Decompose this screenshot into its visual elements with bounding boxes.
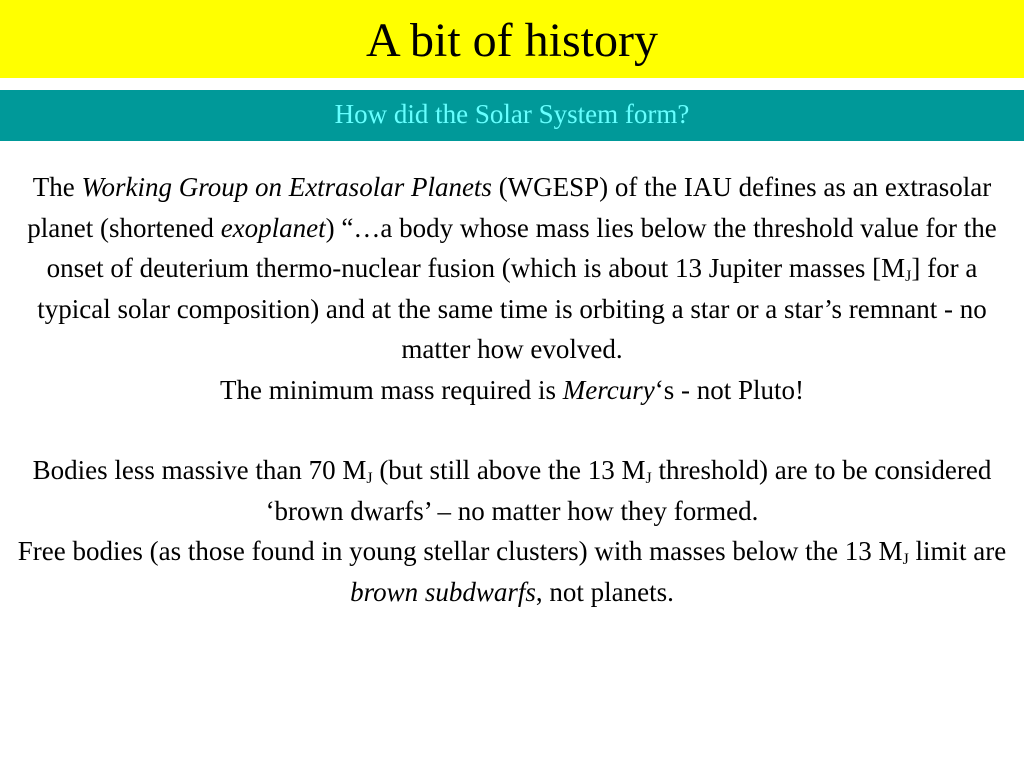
p4-text-3: , not planets. <box>535 576 674 607</box>
p1-text-1: The <box>32 172 82 202</box>
p3-text-1: Bodies less massive than 70 M <box>32 455 367 485</box>
slide-subtitle: How did the Solar System form? <box>334 98 690 129</box>
p4-italic-brown-subdwarfs: brown subdwarfs <box>350 576 536 607</box>
p1-text-2: (WGESP) of the IAU defines as an extrasolar planet (shortened <box>27 172 992 243</box>
p1-italic-exoplanet: exoplanet <box>220 212 326 243</box>
paragraph-minimum-mass <box>8 370 1016 411</box>
p3-subscript-j-1: J <box>366 470 373 487</box>
p1-text-3: ) “…a body whose mass lies below the threshold value for the onset of deuterium thermo-nuclear fusion (which is about 13 Jupiter masses [M <box>46 212 997 283</box>
paragraph-brown-dwarfs <box>8 450 1016 531</box>
p2-text-1: The minimum mass required is <box>220 374 563 405</box>
slide-title: A bit of history <box>365 14 658 67</box>
p4-subscript-j: J <box>902 551 909 568</box>
p3-subscript-j-2: J <box>645 470 652 487</box>
subtitle-bar <box>0 90 1024 141</box>
paragraph-subdwarfs <box>8 531 1016 612</box>
p4-text-1: Free bodies (as those found in young stellar clusters) with masses below the 13 M <box>17 536 903 566</box>
p3-text-2: (but still above the 13 M <box>372 455 646 485</box>
p1-italic-wgesp: Working Group on Extrasolar Planets <box>81 172 492 202</box>
p4-text-2: limit are <box>908 536 1007 566</box>
paragraph-definition <box>8 167 1016 370</box>
p1-text-4: ] for a typical solar composition) and at the same time is orbiting a star or a star’s remnant - no matter how evolved. <box>37 253 987 364</box>
p1-subscript-j: J <box>905 268 912 285</box>
p2-italic-mercury: Mercury <box>562 374 655 405</box>
paragraph-gap <box>8 410 1016 450</box>
p3-text-3: threshold) are to be considered ‘brown dwarfs’ – no matter how they formed. <box>265 455 992 526</box>
title-bar <box>0 0 1024 78</box>
slide-body <box>8 167 1016 612</box>
p2-text-2: ‘s - not Pluto! <box>654 374 804 405</box>
